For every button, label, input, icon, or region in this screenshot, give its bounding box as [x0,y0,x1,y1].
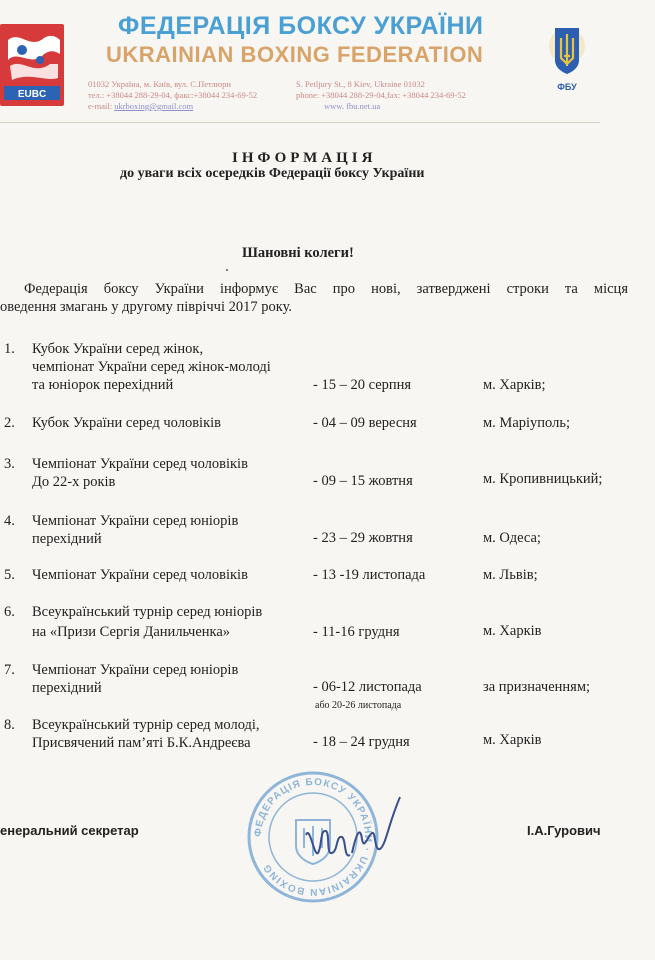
event-place: м. Кропивницький; [483,471,603,487]
event-name-line: Чемпіонат України серед юніорів [32,513,239,529]
document-subtitle: до уваги всіх осередків Федерації боксу України [120,166,425,181]
event-name-line: Чемпіонат України серед чоловіків [32,456,248,472]
letterhead-divider [0,122,600,123]
event-name-line: Всеукраїнський турнір серед юніорів [32,604,263,620]
address-ua-line-1: 01032 Україна, м. Київ, вул. С.Петлюри [88,79,231,89]
intro-line-2: оведення змагань у другому півріччі 2017 року. [0,299,293,315]
event-date: - 11-16 грудня [313,624,400,640]
address-en-line-1: S. Petljury St., 8 Kiev, Ukraine 01032 [296,79,425,89]
event-place: за призначенням; [483,679,591,695]
address-ua-line-2: тел.: +38044 288-29-04, факс:+38044 234-69-52 [88,90,258,100]
greeting: Шановні колеги! [242,245,354,261]
event-date: - 09 – 15 жовтня [313,473,413,489]
event-date: - 06-12 листопада [313,679,422,695]
event-number: 5. [4,567,15,583]
eubc-logo [0,20,64,110]
signatory-role: енеральний секретар [0,823,139,838]
federation-title-en: UKRAINIAN BOXING FEDERATION [106,42,484,67]
event-date: - 15 – 20 серпня [313,377,412,393]
event-place: м. Харків [483,623,542,639]
event-name-line: Всеукраїнський турнір серед молоді, [32,717,260,733]
email-line [88,101,257,112]
event-place: м. Харків; [483,377,546,393]
event-name-line: чемпіонат України серед жінок-молоді [32,359,271,375]
event-date: - 18 – 24 грудня [313,734,410,750]
address-en-line-2: phone: +38044 288-29-04,fax: +38044 234-69-52 [296,90,466,100]
stamp-ring-text: ФЕДЕРАЦІЯ БОКСУ УКРАЇНИ · UKRAINIAN BOXING [252,776,374,898]
event-name-line: Кубок України серед жінок, [32,341,204,357]
signatory-name: І.А.Гурович [527,823,601,838]
event-name-line: Чемпіонат України серед чоловіків [32,567,248,583]
event-date: - 13 -19 листопада [313,567,426,583]
event-name-line: Присвячений пам’яті Б.К.Андреєва [32,735,251,751]
email-link[interactable]: ukrboxing@gmail.com [114,101,194,111]
event-number: 1. [4,341,15,357]
event-number: 2. [4,415,15,431]
speck [226,269,228,271]
document-title: ІНФОРМАЦІЯ [232,150,377,166]
event-number: 3. [4,456,15,472]
event-name-line: на «Призи Сергія Данильченка» [32,624,231,640]
event-name-line: перехідний [32,531,102,547]
event-place: м. Львів; [483,567,538,583]
event-name-line: Чемпіонат України серед юніорів [32,662,239,678]
event-number: 8. [4,717,15,733]
eubc-logo-text: EUBC [17,89,47,100]
event-date-note: або 20-26 листопада [315,700,402,711]
email-prefix: e-mail: [88,101,113,111]
event-number: 4. [4,513,15,529]
event-number: 7. [4,662,15,678]
event-name-line: До 22-х років [32,474,116,490]
event-place: м. Одеса; [483,530,541,546]
event-name-line: Кубок України серед чоловіків [32,415,222,431]
website-link[interactable]: www. fbu.net.ua [324,101,381,111]
event-date: - 04 – 09 вересня [313,415,417,431]
handwritten-signature [296,795,406,875]
event-name-line: перехідний [32,680,102,696]
event-place: м. Харків [483,732,542,748]
federation-title-ua: ФЕДЕРАЦІЯ БОКСУ УКРАЇНИ [118,12,484,40]
event-date: - 23 – 29 жовтня [313,530,413,546]
address-ua [88,79,257,112]
address-en [296,79,466,112]
event-name-line: та юніорок перехідний [32,377,174,393]
fbu-logo-text: ФБУ [557,82,577,92]
event-place: м. Маріуполь; [483,415,570,431]
intro-line-1: Федерація боксу України інформує Вас про нові, затверджені строки та місця [24,281,628,297]
event-number: 6. [4,604,15,620]
fbu-trident-logo [548,16,586,94]
